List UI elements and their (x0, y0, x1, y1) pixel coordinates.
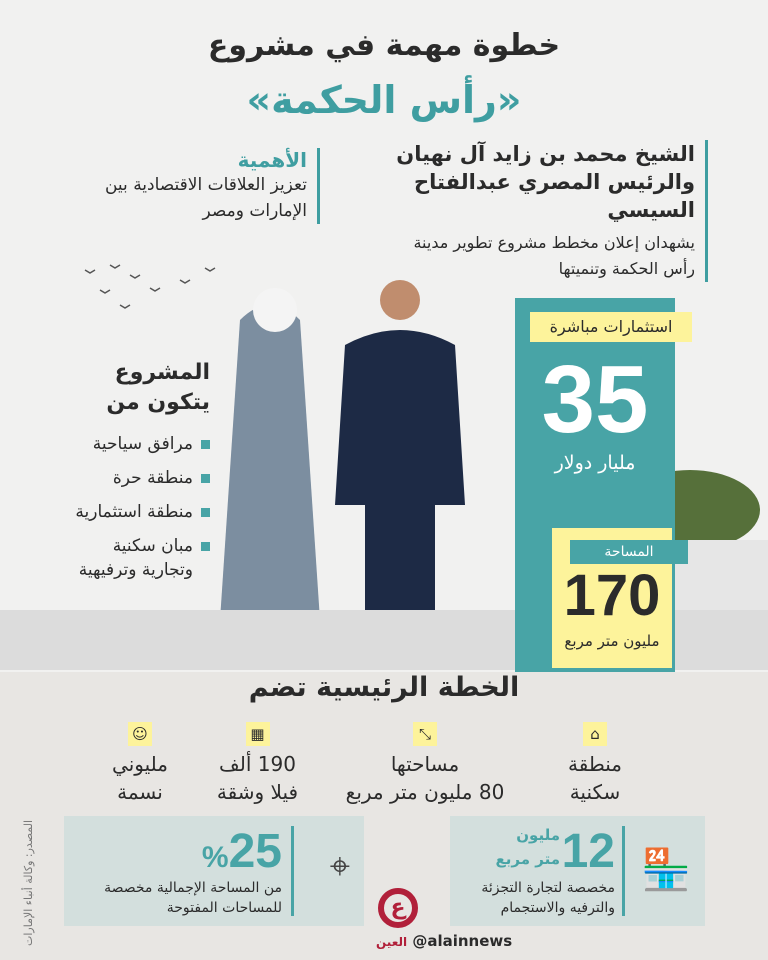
feature-l2: سكنية (569, 780, 621, 804)
percent-sign: % (201, 841, 229, 874)
list-item (60, 466, 210, 490)
figure-left (220, 305, 320, 620)
brand-handle (376, 932, 512, 950)
bullet-icon (201, 508, 210, 517)
area-label: المساحة (570, 540, 688, 564)
people-icon: ☺ (128, 722, 152, 746)
retail-value: 12 (561, 825, 615, 878)
leaders-names: الشيخ محمد بن زايد آل نهيان والرئيس المصري عبدالفتاح السيسي (396, 142, 695, 222)
feature-units (200, 718, 315, 806)
feature-l1: مساحتها (390, 752, 460, 776)
social-handle: @alainnews (412, 932, 513, 950)
title-line2: «رأس الحكمة» (246, 78, 522, 122)
list-item (60, 534, 210, 582)
source-note: المصدر: وكالة أنباء الإمارات (22, 820, 35, 946)
feature-residential (540, 718, 650, 806)
feature-l2: نسمة (117, 780, 163, 804)
importance-heading: الأهمية (237, 148, 307, 172)
feature-population (100, 718, 180, 806)
houses-icon: ⌂ (583, 722, 607, 746)
investment-value: 35 (541, 346, 649, 453)
title-line1: خطوة مهمة في مشروع (207, 28, 561, 63)
retail-unit2: متر مربع (495, 850, 560, 868)
brand-name: العين (376, 935, 408, 949)
retail-card (450, 816, 705, 926)
list-item (60, 500, 210, 524)
building-icon: ▦ (246, 722, 270, 746)
importance-block (60, 148, 320, 224)
area-unit: مليون متر مربع (564, 632, 660, 650)
shop-icon: 🏪 (641, 847, 691, 893)
item-label: مرافق سياحية (92, 434, 193, 454)
resize-icon: ⤡ (413, 722, 437, 746)
map-pin-icon: ⌖ (329, 846, 350, 887)
importance-text: تعزيز العلاقات الاقتصادية بين الإمارات ومصر (104, 175, 307, 221)
feature-l1: 190 ألف (219, 752, 296, 776)
plan-heading: الخطة الرئيسية تضم (248, 672, 520, 703)
brand-logo: ع (378, 888, 418, 928)
item-label: منطقة حرة (112, 468, 193, 488)
project-heading: المشروع يتكون من (106, 360, 210, 415)
bullet-icon (201, 474, 210, 483)
feature-area (330, 718, 520, 806)
retail-text: مخصصة لتجارة التجزئة والترفيه والاستجمام (481, 880, 615, 916)
bullet-icon (201, 542, 210, 551)
investment-unit: مليار دولار (554, 452, 636, 474)
item-label: منطقة استثمارية (75, 502, 193, 522)
project-block (60, 358, 210, 592)
open-text: من المساحة الإجمالية مخصصة للمساحات المفتوحة (104, 880, 282, 916)
figure-right (335, 330, 465, 505)
area-value: 170 (563, 563, 661, 628)
feature-l1: مليوني (112, 752, 168, 776)
investment-label: استثمارات مباشرة (530, 312, 692, 342)
retail-unit1: مليون (516, 826, 560, 844)
open-space-card (64, 816, 364, 926)
item-label: مبان سكنية وتجارية وترفيهية (78, 536, 193, 580)
feature-l2: 80 مليون متر مربع (345, 780, 505, 804)
birds-icon (85, 265, 215, 308)
leaders-desc: يشهدان إعلان مخطط مشروع تطوير مدينة رأس الحكمة وتنميتها (413, 233, 695, 278)
open-number: 25 (228, 825, 282, 878)
bullet-icon (201, 440, 210, 449)
feature-l1: منطقة (568, 752, 622, 776)
open-value (202, 824, 282, 879)
list-item (60, 432, 210, 456)
feature-l2: فيلا وشقة (216, 780, 299, 804)
